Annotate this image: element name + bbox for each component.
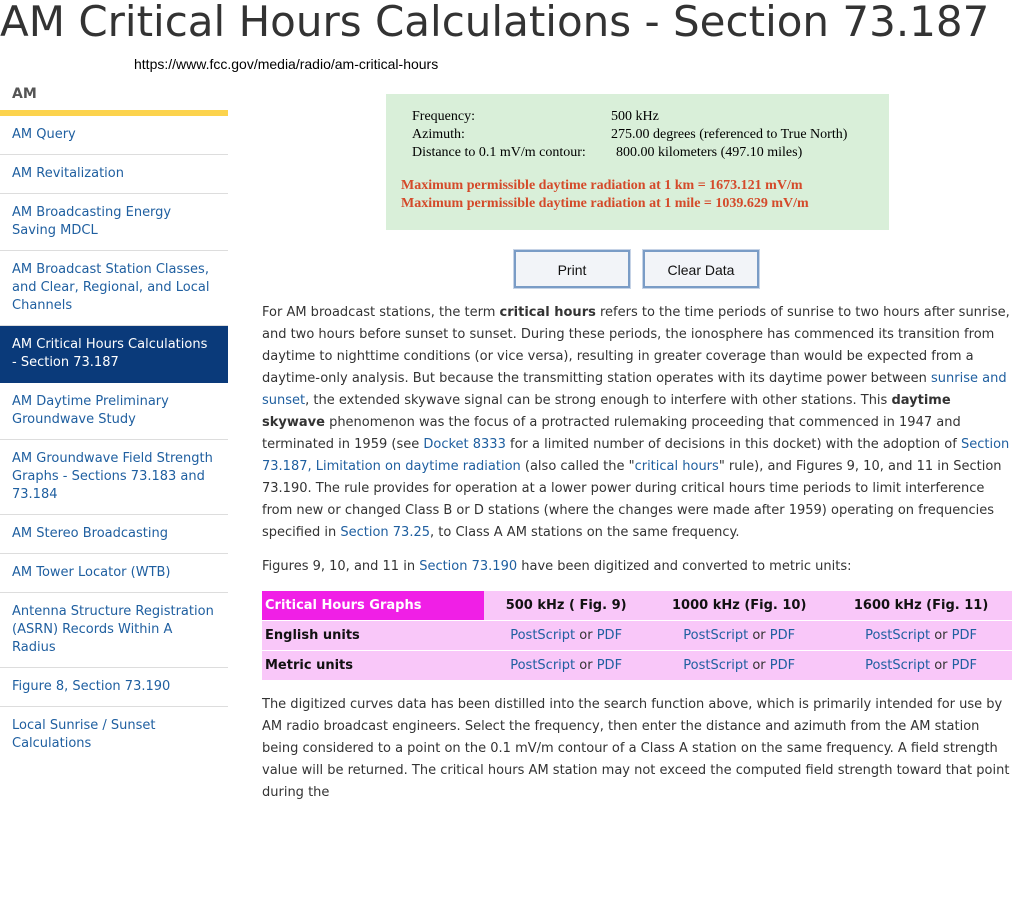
pdf-link[interactable]: PDF <box>596 658 623 673</box>
link-section-73-187[interactable]: Section 73.187, Limitation on daytime radiation <box>262 437 1010 474</box>
pdf-link[interactable]: PDF <box>951 628 977 643</box>
sidebar-item-am-revitalization[interactable]: AM Revitalization <box>0 155 228 194</box>
max-radiation-mile: Maximum permissible daytime radiation at 1 mile = 1039.629 mV/m <box>401 196 809 211</box>
pdf-link[interactable]: PDF <box>951 658 977 673</box>
text: for a limited number of decisions in this docket) with the adoption of <box>505 437 961 452</box>
text: " rule), and Figures 9, 10, and 11 in Section 73.190. The rule provides for operation at a lower power during critical hours time periods to limit interference from new or changed Class B or D stations (where the changes were made after 1959) operating on frequencies specified in <box>262 459 1002 540</box>
sidebar-item-am-query[interactable]: AM Query <box>0 116 228 155</box>
sidebar-item-station-classes[interactable]: AM Broadcast Station Classes, and Clear, Regional, and Local Channels <box>0 251 228 326</box>
sidebar-item-mdcl[interactable]: AM Broadcasting Energy Saving MDCL <box>0 194 228 251</box>
or-text: or <box>934 658 948 673</box>
table-cell <box>484 621 648 651</box>
sidebar-item-sunrise-sunset[interactable]: Local Sunrise / Sunset Calculations <box>12 718 156 751</box>
text: refers to the time periods of sunrise to two hours after sunrise, and two hours before sunset to sunset. During these periods, the ionosphere has commenced its transition from daytime to nighttime conditions (or vice versa), resulting in greater coverage than would be expected from a daytime-only analysis. But because the transmitting station operates with its daytime power between <box>262 305 1010 386</box>
pdf-link[interactable]: PDF <box>596 628 623 643</box>
bold-daytime-skywave: daytime skywave <box>262 393 951 430</box>
sidebar-item-asrn[interactable]: Antenna Structure Registration (ASRN) Records Within A Radius <box>0 593 228 668</box>
page-url: https://www.fcc.gov/media/radio/am-critical-hours <box>134 56 439 72</box>
table-row <box>262 651 1012 681</box>
text: , the extended skywave signal can be strong enough to interfere with other stations. This <box>305 393 892 408</box>
sidebar-item-critical-hours[interactable]: AM Critical Hours Calculations - Section 73.187 <box>0 326 228 383</box>
or-text: or <box>579 658 593 673</box>
intro-paragraph <box>262 302 1014 544</box>
text: For AM broadcast stations, the term <box>262 305 500 320</box>
text: (also called the " <box>520 459 635 474</box>
row-label: Metric units <box>262 651 484 681</box>
pdf-link[interactable]: PDF <box>769 628 796 643</box>
sidebar-item-groundwave-graphs[interactable]: AM Groundwave Field Strength Graphs - Sections 73.183 and 73.184 <box>0 440 228 515</box>
or-text: or <box>752 658 766 673</box>
page-title: AM Critical Hours Calculations - Section 73.187 <box>0 0 990 46</box>
or-text: or <box>752 628 766 643</box>
critical-hours-graphs-table <box>262 591 1012 681</box>
figures-paragraph <box>262 556 1014 578</box>
print-button[interactable]: Print <box>514 250 630 288</box>
frequency-value: 500 kHz <box>611 109 659 124</box>
azimuth-value: 275.00 degrees (referenced to True North) <box>611 127 848 142</box>
link-docket-8333[interactable]: Docket 8333 <box>423 437 506 452</box>
link-section-73-25[interactable]: Section 73.25 <box>340 525 430 540</box>
table-cell <box>648 621 830 651</box>
azimuth-label: Azimuth: <box>412 127 465 142</box>
table-header: Critical Hours Graphs <box>262 591 484 621</box>
link-sunrise-sunset[interactable]: sunrise and sunset <box>262 371 1007 408</box>
postscript-link[interactable]: PostScript <box>683 658 749 673</box>
table-cell <box>830 621 1012 651</box>
usage-paragraph: The digitized curves data has been distilled into the search function above, which is primarily intended for use by AM radio broadcast engineers. Select the frequency, then enter the distance and azimuth from the AM station being considered to a point on the 0.1 mV/m contour of a Class A station on the same frequency. A field strength value will be returned. The critical hours AM station may not exceed the computed field strength toward that point during the <box>262 697 1010 800</box>
column-header: 1000 kHz (Fig. 10) <box>648 591 830 621</box>
table-header-row <box>262 591 1012 621</box>
postscript-link[interactable]: PostScript <box>510 658 576 673</box>
result-box <box>386 94 889 230</box>
text: phenomenon was the focus of a protracted rulemaking proceeding that commenced in 1947 and terminated in 1959 (see <box>262 415 961 452</box>
pdf-link[interactable]: PDF <box>769 658 796 673</box>
link-section-73-190[interactable]: Section 73.190 <box>419 559 518 574</box>
text: have been digitized and converted to metric units: <box>517 559 852 574</box>
sidebar-header: AM <box>0 78 228 116</box>
or-text: or <box>934 628 948 643</box>
sidebar-nav <box>0 78 228 763</box>
text: Figures 9, 10, and 11 in <box>262 559 420 574</box>
distance-value: 800.00 kilometers (497.10 miles) <box>616 145 803 160</box>
sidebar-item-tower-locator[interactable]: AM Tower Locator (WTB) <box>0 554 228 593</box>
sidebar-item-figure-8[interactable]: Figure 8, Section 73.190 <box>0 668 228 707</box>
text: , to Class A AM stations on the same frequency. <box>430 525 740 540</box>
postscript-link[interactable]: PostScript <box>865 628 931 643</box>
distance-label: Distance to 0.1 mV/m contour: <box>412 145 586 160</box>
column-header: 500 kHz ( Fig. 9) <box>484 591 648 621</box>
main-content <box>262 302 1014 578</box>
clear-data-button[interactable]: Clear Data <box>643 250 759 288</box>
frequency-label: Frequency: <box>412 109 475 124</box>
max-radiation-km: Maximum permissible daytime radiation at 1 km = 1673.121 mV/m <box>401 178 803 193</box>
sidebar-item-am-stereo[interactable]: AM Stereo Broadcasting <box>0 515 228 554</box>
table-row <box>262 621 1012 651</box>
table-cell <box>648 651 830 681</box>
sidebar-item-daytime-groundwave[interactable]: AM Daytime Preliminary Groundwave Study <box>0 383 228 440</box>
row-label: English units <box>262 621 484 651</box>
link-critical-hours[interactable]: critical hours <box>634 459 719 474</box>
postscript-link[interactable]: PostScript <box>865 658 931 673</box>
column-header: 1600 kHz (Fig. 11) <box>830 591 1012 621</box>
postscript-link[interactable]: PostScript <box>683 628 749 643</box>
table-cell <box>830 651 1012 681</box>
or-text: or <box>579 628 593 643</box>
bold-critical-hours: critical hours <box>499 305 596 320</box>
table-cell <box>484 651 648 681</box>
postscript-link[interactable]: PostScript <box>510 628 576 643</box>
